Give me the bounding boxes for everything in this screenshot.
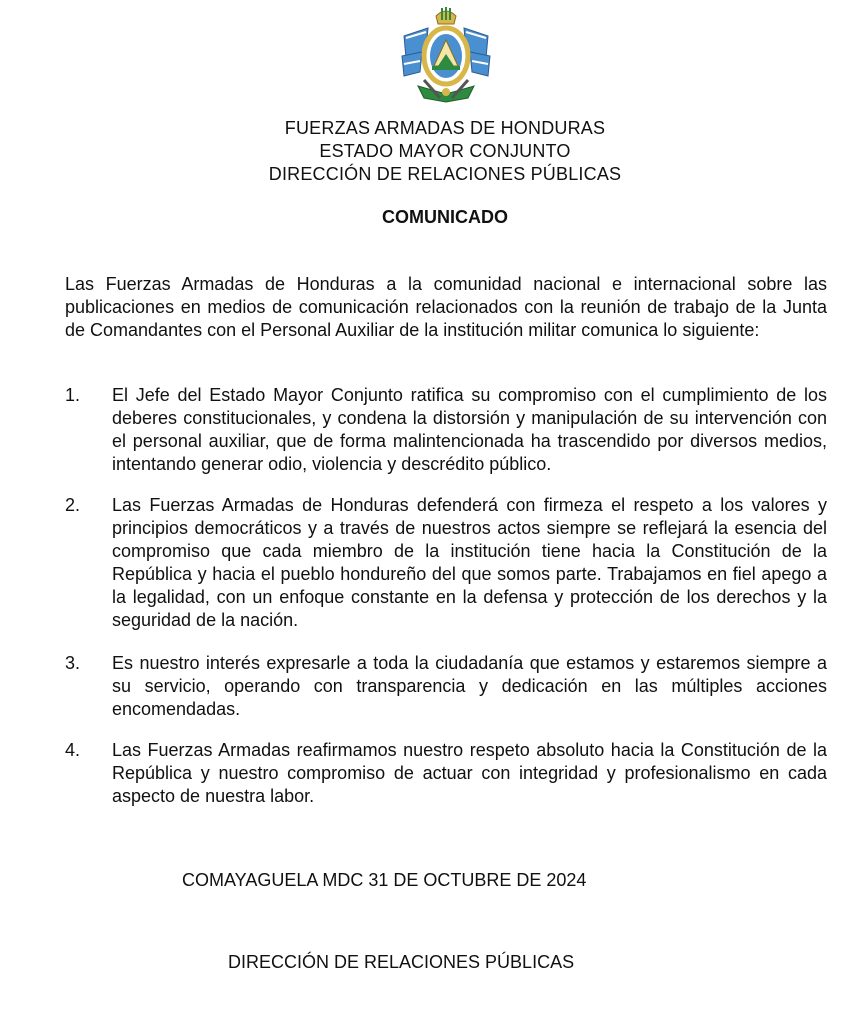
header-command-name: ESTADO MAYOR CONJUNTO [319, 141, 571, 161]
list-item-text: Las Fuerzas Armadas reafirmamos nuestro respeto absoluto hacia la Constitución de la República y nuestro compromiso de actuar con integridad y profesionalismo en cada aspecto de nuestra labor. [112, 740, 827, 806]
list-item-number: 2. [65, 495, 81, 515]
coat-of-arms-emblem [398, 6, 494, 106]
coat-of-arms-icon [398, 6, 494, 106]
list-item-text: Las Fuerzas Armadas de Honduras defenderá con firmeza el respeto a los valores y principios democráticos y a través de nuestros actos siempre se reflejará la esencia del compromiso que cada miembro de la institución tiene hacia la Constitución de la República y hacia el pueblo hondureño del que somos parte. Trabajamos en fiel apego a la legalidad, con un enfoque constante en la defensa y protección de los derechos y la seguridad de la nación. [112, 495, 827, 630]
list-item-number: 3. [65, 653, 81, 673]
document-title: COMUNICADO [382, 207, 508, 227]
list-item-text: El Jefe del Estado Mayor Conjunto ratifica su compromiso con el cumplimiento de los deberes constitucionales, y condena la distorsión y manipulación de su intervención con el personal auxiliar, que de forma malintencionada ha trascendido por diversos medios, intentando generar odio, violencia y descrédito público. [112, 385, 827, 474]
list-item-text: Es nuestro interés expresarle a toda la ciudadanía que estamos y estaremos siempre a su servicio, operando con transparencia y dedicación en las múltiples acciones encomendadas. [112, 653, 827, 719]
header-department-name: DIRECCIÓN DE RELACIONES PÚBLICAS [268, 164, 622, 184]
header-org-name: FUERZAS ARMADAS DE HONDURAS [284, 118, 606, 138]
intro-paragraph: Las Fuerzas Armadas de Honduras a la comunidad nacional e internacional sobre las publicaciones en medios de comunicación relacionados con la reunión de trabajo de la Junta de Comandantes con el Personal Auxiliar de la institución militar comunica lo siguiente: [65, 274, 827, 340]
list-item-number: 1. [65, 385, 81, 405]
place-and-date: COMAYAGUELA MDC 31 DE OCTUBRE DE 2024 [182, 870, 587, 890]
signature-department: DIRECCIÓN DE RELACIONES PÚBLICAS [228, 952, 575, 972]
list-item-number: 4. [65, 740, 81, 760]
